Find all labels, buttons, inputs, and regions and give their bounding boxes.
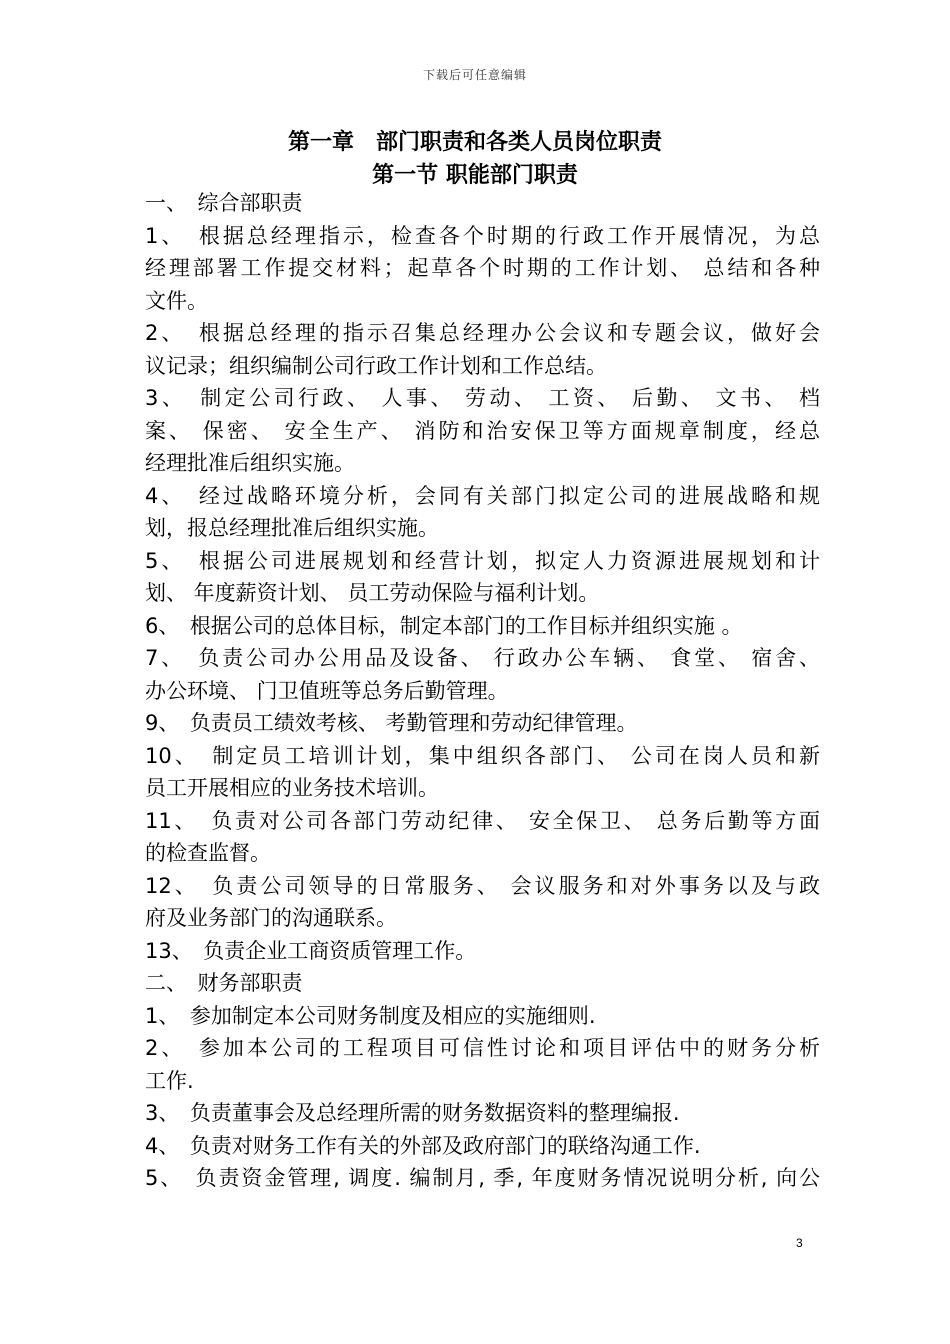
text-line: 5、 根据公司进展规划和经营计划，拟定人力资源进展规划和计 [145, 548, 820, 573]
chapter-title: 第一章 部门职责和各类人员岗位职责 [287, 130, 662, 155]
text-line: 文件。 [145, 288, 208, 313]
text-line: 的检查监督。 [145, 841, 271, 865]
page-number: 3 [796, 1236, 803, 1250]
page-header: 下载后可任意编辑 [422, 68, 527, 82]
text-line: 13、 负责企业工商资质管理工作。 [145, 938, 477, 963]
text-line: 3、 制定公司行政、 人事、 劳动、 工资、 后勤、 文书、 档 [145, 386, 820, 410]
text-line: 6、 根据公司的总体目标，制定本部门的工作目标并组织实施 。 [145, 613, 743, 638]
text-line: 经理部署工作提交材料；起草各个时期的工作计划、 总结和各种 [145, 256, 820, 280]
text-line: 1、 参加制定本公司财务制度及相应的实施细则. [145, 1003, 596, 1028]
text-line: 3、 负责董事会及总经理所需的财务数据资料的整理编报. [145, 1101, 680, 1125]
text-line: 11、 负责对公司各部门劳动纪律、 安全保卫、 总务后勤等方面 [145, 808, 820, 833]
text-line: 10、 制定员工培训计划，集中组织各部门、 公司在岗人员和新 [145, 743, 820, 768]
text-line: 9、 负责员工绩效考核、 考勤管理和劳动纪律管理。 [145, 711, 638, 735]
section-title: 第一节 职能部门职责 [372, 163, 578, 188]
text-line: 一、 综合部职责 [145, 191, 303, 215]
text-line: 4、 经过战略环境分析，会同有关部门拟定公司的进展战略和规 [145, 483, 820, 508]
text-line: 5、 负责资金管理, 调度. 编制月, 季, 年度财务情况说明分析, 向公 [145, 1166, 820, 1190]
text-line: 1、 根据总经理指示，检查各个时期的行政工作开展情况，为总 [145, 223, 820, 248]
body-text [145, 187, 820, 1195]
text-line: 2、 根据总经理的指示召集总经理办公会议和专题会议，做好会 [145, 321, 820, 345]
text-line: 2、 参加本公司的工程项目可信性讨论和项目评估中的财务分析 [145, 1036, 820, 1060]
text-line: 案、 保密、 安全生产、 消防和治安保卫等方面规章制度，经总 [145, 418, 820, 443]
text-line: 工作. [145, 1068, 194, 1093]
text-line: 7、 负责公司办公用品及设备、 行政办公车辆、 食堂、 宿舍、 [145, 646, 820, 670]
text-line: 12、 负责公司领导的日常服务、 会议服务和对外事务以及与政 [145, 873, 820, 898]
text-line: 府及业务部门的沟通联系。 [145, 906, 397, 930]
text-line: 议记录；组织编制公司行政工作计划和工作总结。 [145, 353, 607, 378]
text-line: 划，报总经理批准后组织实施。 [145, 516, 439, 540]
text-line: 经理批准后组织实施。 [145, 451, 355, 475]
text-line: 员工开展相应的业务技术培训。 [145, 776, 439, 800]
text-line: 划、 年度薪资计划、 员工劳动保险与福利计划。 [145, 581, 600, 605]
text-line: 4、 负责对财务工作有关的外部及政府部门的联络沟通工作. [145, 1133, 701, 1158]
text-line: 二、 财务部职责 [145, 971, 303, 995]
text-line: 办公环境、 门卫值班等总务后勤管理。 [145, 678, 509, 703]
